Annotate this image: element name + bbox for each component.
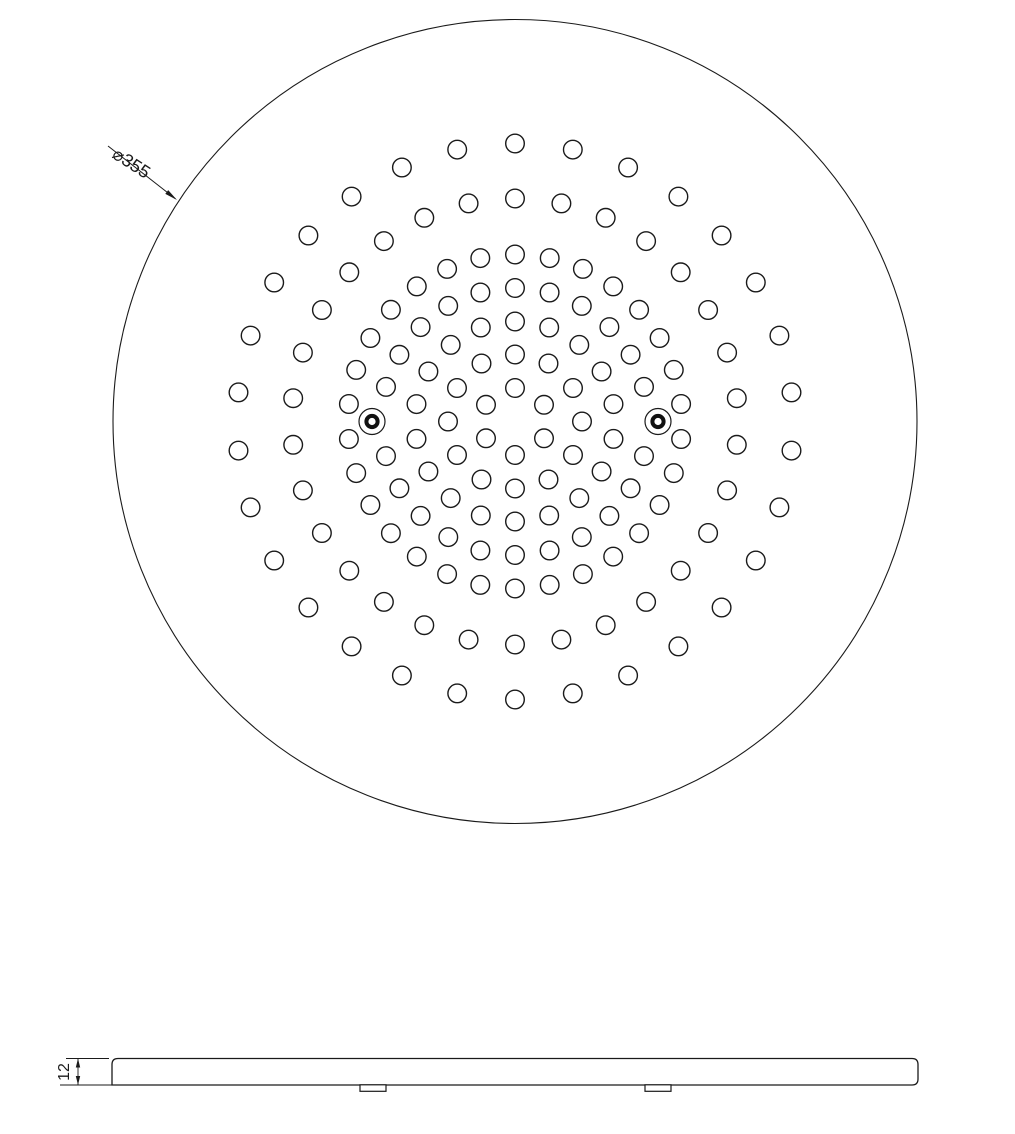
spray-hole bbox=[506, 446, 525, 465]
spray-hole bbox=[407, 395, 426, 414]
spray-hole bbox=[630, 301, 649, 320]
spray-hole bbox=[438, 565, 457, 584]
spray-hole bbox=[665, 464, 684, 483]
spray-hole bbox=[377, 378, 396, 397]
spray-hole bbox=[411, 318, 430, 337]
spray-hole bbox=[506, 546, 525, 565]
spray-hole bbox=[506, 379, 525, 398]
spray-hole bbox=[284, 436, 303, 455]
spray-hole bbox=[229, 383, 248, 402]
spray-hole bbox=[540, 249, 559, 268]
spray-hole bbox=[347, 361, 366, 380]
spray-hole bbox=[592, 362, 611, 381]
spray-hole bbox=[712, 598, 731, 617]
spray-hole bbox=[408, 277, 427, 296]
spray-hole bbox=[408, 547, 427, 566]
spray-hole bbox=[441, 336, 460, 355]
spray-hole bbox=[441, 489, 460, 508]
spray-hole bbox=[472, 354, 491, 373]
spray-hole bbox=[718, 481, 737, 500]
spray-hole bbox=[361, 496, 380, 515]
spray-hole bbox=[535, 429, 554, 448]
spray-hole bbox=[635, 378, 654, 397]
spray-hole bbox=[619, 158, 638, 177]
spray-hole bbox=[770, 498, 789, 517]
mounting-tabs bbox=[360, 1085, 671, 1092]
spray-hole bbox=[600, 507, 619, 526]
spray-hole bbox=[506, 189, 525, 208]
spray-hole bbox=[540, 541, 559, 560]
spray-hole bbox=[472, 318, 491, 337]
mounting-tab bbox=[645, 1085, 671, 1092]
spray-hole bbox=[672, 430, 691, 449]
spray-hole bbox=[665, 361, 684, 380]
spray-hole bbox=[574, 565, 593, 584]
mounting-tab bbox=[360, 1085, 386, 1092]
spray-hole bbox=[564, 140, 583, 159]
spray-hole bbox=[621, 479, 640, 498]
spray-hole bbox=[342, 637, 361, 656]
spray-hole bbox=[712, 226, 731, 245]
spray-hole bbox=[782, 441, 801, 460]
spray-hole bbox=[596, 616, 615, 635]
spray-hole bbox=[506, 245, 525, 264]
spray-hole bbox=[506, 512, 525, 531]
spray-hole bbox=[604, 430, 623, 449]
spray-hole bbox=[472, 506, 491, 525]
screw-boss-outer bbox=[359, 409, 385, 435]
spray-hole bbox=[671, 263, 690, 282]
spray-hole bbox=[552, 630, 571, 649]
spray-hole bbox=[229, 441, 248, 460]
spray-hole bbox=[770, 326, 789, 345]
spray-hole bbox=[439, 297, 458, 316]
spray-hole bbox=[294, 481, 313, 500]
spray-hole bbox=[299, 598, 318, 617]
spray-hole bbox=[564, 379, 583, 398]
spray-hole bbox=[573, 297, 592, 316]
spray-hole bbox=[728, 389, 747, 408]
spray-hole bbox=[375, 232, 394, 251]
spray-hole bbox=[539, 470, 558, 489]
spray-hole bbox=[671, 561, 690, 580]
spray-hole bbox=[382, 524, 401, 543]
spray-hole bbox=[604, 547, 623, 566]
spray-hole bbox=[375, 593, 394, 612]
spray-hole bbox=[471, 283, 490, 302]
screw-boss-outer bbox=[645, 409, 671, 435]
spray-hole bbox=[313, 524, 332, 543]
spray-hole bbox=[747, 273, 766, 292]
spray-hole bbox=[265, 551, 284, 570]
spray-hole bbox=[340, 561, 359, 580]
spray-hole bbox=[361, 329, 380, 348]
spray-hole bbox=[471, 576, 490, 595]
spray-hole bbox=[619, 666, 638, 685]
spray-hole bbox=[718, 343, 737, 362]
plate-profile bbox=[112, 1059, 918, 1086]
thickness-dimension bbox=[56, 1059, 112, 1086]
spray-hole bbox=[604, 277, 623, 296]
spray-hole bbox=[635, 447, 654, 466]
spray-hole bbox=[393, 158, 412, 177]
spray-hole bbox=[342, 187, 361, 206]
spray-hole bbox=[630, 524, 649, 543]
spray-hole bbox=[540, 318, 559, 337]
diameter-dimension bbox=[108, 144, 177, 200]
spray-hole bbox=[459, 194, 478, 213]
spray-hole bbox=[241, 326, 260, 345]
spray-hole bbox=[592, 462, 611, 481]
spray-hole bbox=[540, 576, 559, 595]
spray-hole bbox=[506, 312, 525, 331]
spray-hole bbox=[313, 301, 332, 320]
spray-hole bbox=[419, 462, 438, 481]
spray-hole bbox=[407, 430, 426, 449]
spray-hole bbox=[415, 616, 434, 635]
spray-hole bbox=[506, 279, 525, 298]
spray-hole bbox=[506, 579, 525, 598]
spray-hole bbox=[241, 498, 260, 517]
spray-hole bbox=[448, 140, 467, 159]
spray-hole bbox=[340, 263, 359, 282]
spray-hole bbox=[552, 194, 571, 213]
spray-hole bbox=[506, 479, 525, 498]
spray-hole bbox=[284, 389, 303, 408]
thickness-dimension-label: 12 bbox=[56, 1063, 73, 1081]
spray-hole bbox=[477, 429, 496, 448]
spray-hole bbox=[393, 666, 412, 685]
spray-hole bbox=[650, 496, 669, 515]
spray-hole bbox=[564, 446, 583, 465]
spray-hole bbox=[573, 528, 592, 547]
spray-hole bbox=[477, 396, 496, 415]
spray-hole bbox=[439, 412, 458, 431]
spray-hole bbox=[506, 345, 525, 364]
spray-hole bbox=[299, 226, 318, 245]
spray-hole bbox=[382, 301, 401, 320]
spray-hole bbox=[539, 354, 558, 373]
spray-hole bbox=[747, 551, 766, 570]
spray-hole bbox=[340, 430, 359, 449]
spray-hole bbox=[390, 479, 409, 498]
spray-hole bbox=[294, 343, 313, 362]
spray-hole bbox=[564, 684, 583, 703]
spray-hole bbox=[415, 209, 434, 228]
side-view bbox=[56, 1059, 918, 1092]
spray-hole bbox=[439, 528, 458, 547]
spray-hole bbox=[411, 507, 430, 526]
spray-hole bbox=[448, 684, 467, 703]
spray-hole bbox=[672, 395, 691, 414]
spray-hole bbox=[472, 470, 491, 489]
spray-hole bbox=[506, 690, 525, 709]
spray-hole bbox=[637, 232, 656, 251]
spray-hole bbox=[459, 630, 478, 649]
spray-hole bbox=[728, 436, 747, 455]
spray-hole bbox=[782, 383, 801, 402]
spray-hole bbox=[573, 412, 592, 431]
spray-hole bbox=[448, 379, 467, 398]
spray-hole bbox=[637, 593, 656, 612]
thickness-arrow-up-icon bbox=[76, 1059, 80, 1068]
spray-hole bbox=[265, 273, 284, 292]
spray-hole bbox=[669, 187, 688, 206]
spray-hole bbox=[540, 283, 559, 302]
spray-hole bbox=[570, 489, 589, 508]
spray-hole bbox=[471, 249, 490, 268]
top-view bbox=[108, 20, 917, 824]
spray-hole bbox=[699, 524, 718, 543]
spray-hole bbox=[600, 318, 619, 337]
spray-hole bbox=[604, 395, 623, 414]
spray-hole bbox=[390, 346, 409, 365]
spray-hole bbox=[340, 395, 359, 414]
spray-hole bbox=[596, 209, 615, 228]
spray-hole bbox=[419, 362, 438, 381]
thickness-arrow-down-icon bbox=[76, 1076, 80, 1085]
spray-hole bbox=[699, 301, 718, 320]
spray-hole bbox=[471, 541, 490, 560]
spray-hole bbox=[574, 260, 593, 279]
spray-hole bbox=[621, 345, 640, 364]
spray-hole bbox=[377, 447, 396, 466]
diameter-dimension-label: ⌀355 bbox=[108, 143, 154, 183]
spray-hole bbox=[506, 134, 525, 153]
spray-hole bbox=[448, 446, 467, 465]
spray-hole bbox=[540, 506, 559, 525]
spray-hole bbox=[570, 336, 589, 355]
spray-hole bbox=[669, 637, 688, 656]
spray-hole bbox=[650, 329, 669, 348]
spray-hole bbox=[506, 635, 525, 654]
spray-hole bbox=[535, 396, 554, 415]
spray-hole bbox=[438, 260, 457, 279]
spray-hole bbox=[347, 464, 366, 483]
